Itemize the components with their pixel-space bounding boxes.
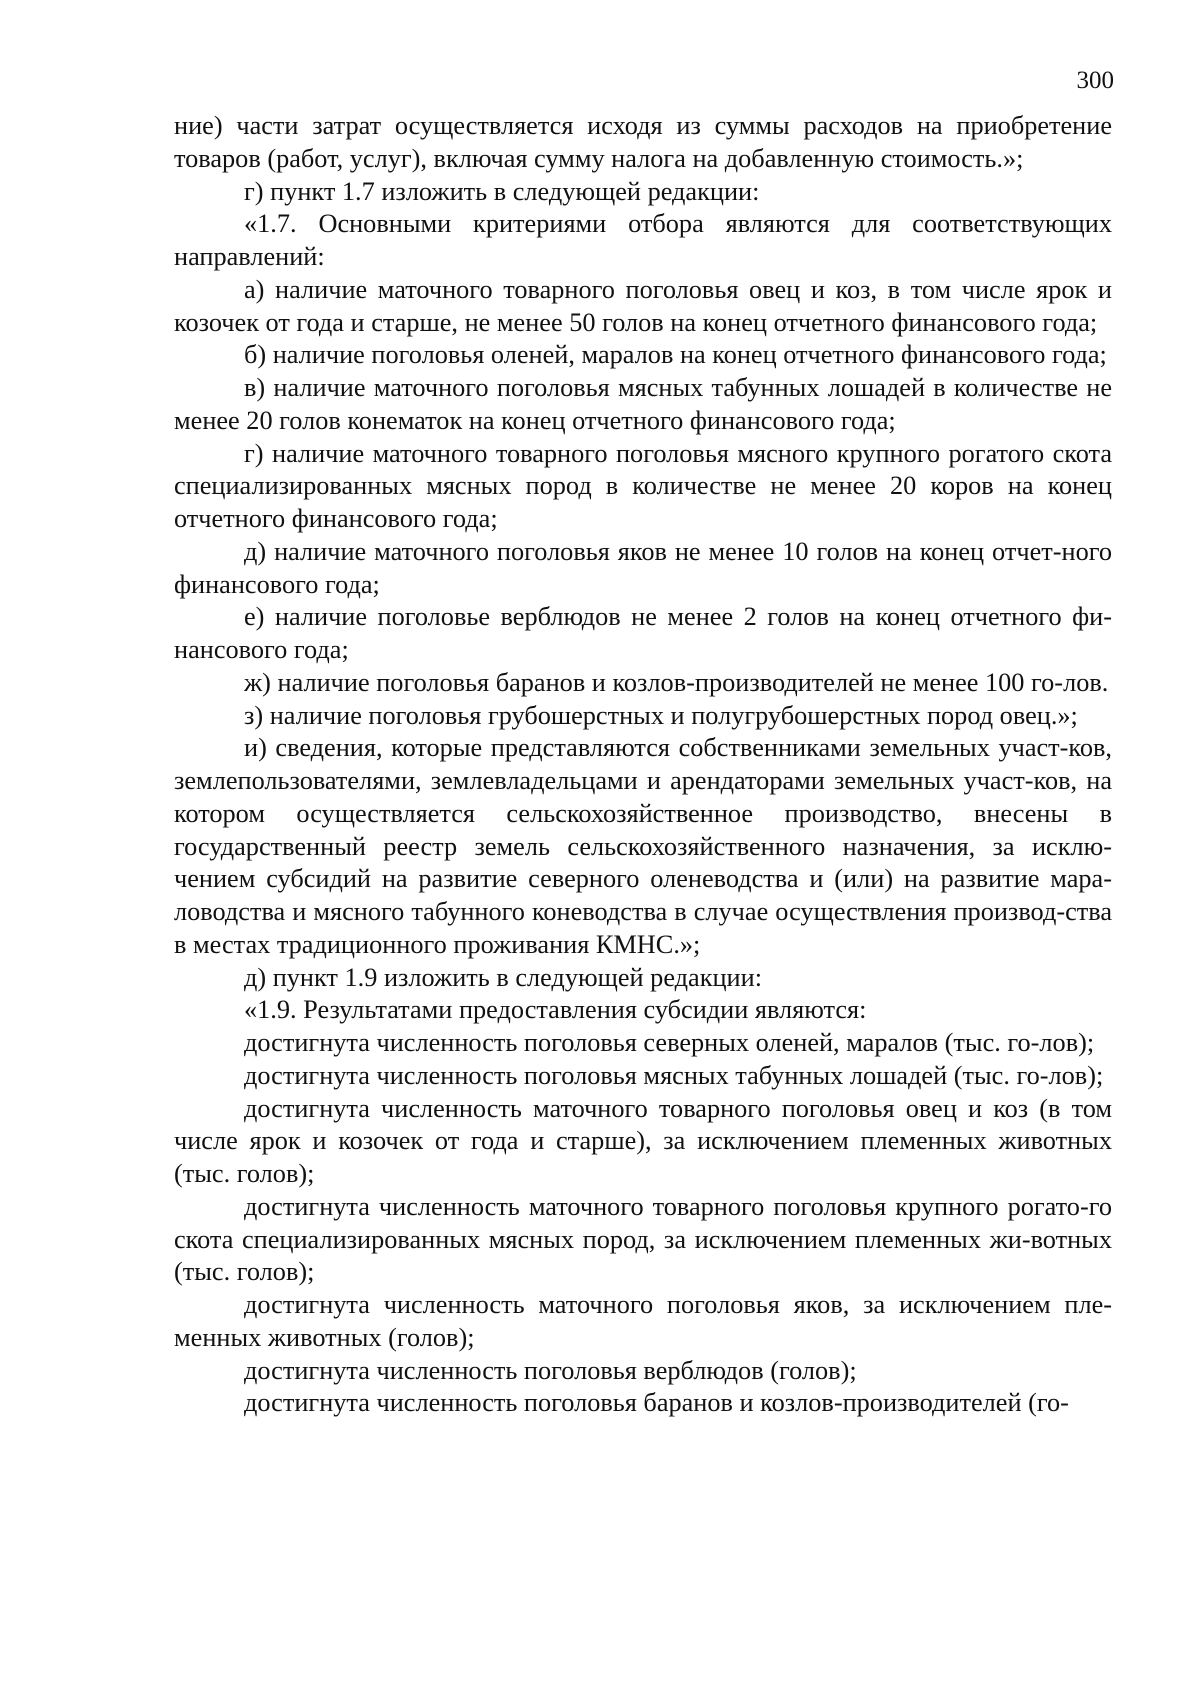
paragraph-result-2: достигнута численность поголовья мясных табунных лошадей (тыс. го-лов); [244,1060,1104,1090]
paragraph-result-3: достигнута численность маточного товарного поголовья овец и коз (в том числе ярок и козочек от года и старше), за исключением племенных животных (тыс. голов); [174,1093,1112,1188]
paragraph-criterion-e: е) наличие поголовье верблюдов не менее 2 голов на конец отчетного фи-нансового года; [174,602,1112,664]
paragraph-result-6: достигнута численность поголовья верблюдов (голов); [244,1355,857,1385]
paragraph-item-g-1-7: г) пункт 1.7 изложить в следующей редакции: [244,176,760,206]
paragraph-result-1: достигнута численность поголовья северных оленей, маралов (тыс. го-лов); [244,1028,1095,1057]
paragraph-criterion-zh: ж) наличие поголовья баранов и козлов-производителей не менее 100 го-лов. [244,667,1109,697]
paragraph-criterion-g: г) наличие маточного товарного поголовья мясного крупного рогатого скота специализированных мясных пород в количестве не менее 20 коров на конец отчетного финансового года; [174,438,1112,533]
paragraph-item-d-1-9: д) пункт 1.9 изложить в следующей редакции: [244,962,763,992]
paragraph-results-heading: «1.9. Результатами предоставления субсидии являются: [244,995,867,1025]
paragraph-criterion-v: в) наличие маточного поголовья мясных табунных лошадей в количестве не менее 20 голов конематок на конец отчетного финансового года; [174,373,1112,435]
paragraph-continuation: ние) части затрат осуществляется исходя из суммы расходов на приобретение товаров (работ, услуг), включая сумму налога на добавленную стоимость.»; [174,111,1112,173]
page-number: 300 [1076,67,1114,94]
paragraph-criterion-z: з) наличие поголовья грубошерстных и полугрубошерстных пород овец.»; [244,700,1078,730]
paragraph-criteria-heading: «1.7. Основными критериями отбора являются для соответствующих направлений: [174,209,1112,271]
paragraph-result-4: достигнута численность маточного товарного поголовья крупного рогато-го скота специализированных мясных пород, за исключением племенных жи-вотных (тыс. голов); [174,1191,1112,1287]
paragraph-result-7: достигнута численность поголовья баранов и козлов-производителей (го- [244,1388,1069,1418]
paragraph-criterion-b: б) наличие поголовья оленей, маралов на конец отчетного финансового года; [244,340,1107,370]
paragraph-criterion-d: д) наличие маточного поголовья яков не менее 10 голов на конец отчет-ного финансового года; [174,536,1112,599]
document-body [174,110,1112,1420]
paragraph-result-5: достигнута численность маточного поголовья яков, за исключением пле-менных животных (голов); [174,1290,1112,1352]
paragraph-criterion-i: и) сведения, которые представляются собственниками земельных участ-ков, землепользователями, землевладельцами и арендаторами земельных участ-ков, на котором осуществляется сельскохозяйственное производство, внесены в государственный реестр земель сельскохозяйственного назначения, за исклю-чением субсидий на развитие северного оленеводства и (или) на развитие мара-ловодства и мясного табунного коневодства в случае осуществления производ-ства в местах традиционного проживания КМНС.»; [174,733,1112,959]
paragraph-criterion-a: а) наличие маточного товарного поголовья овец и коз, в том числе ярок и козочек от года и старше, не менее 50 голов на конец отчетного финансового года; [174,274,1112,337]
